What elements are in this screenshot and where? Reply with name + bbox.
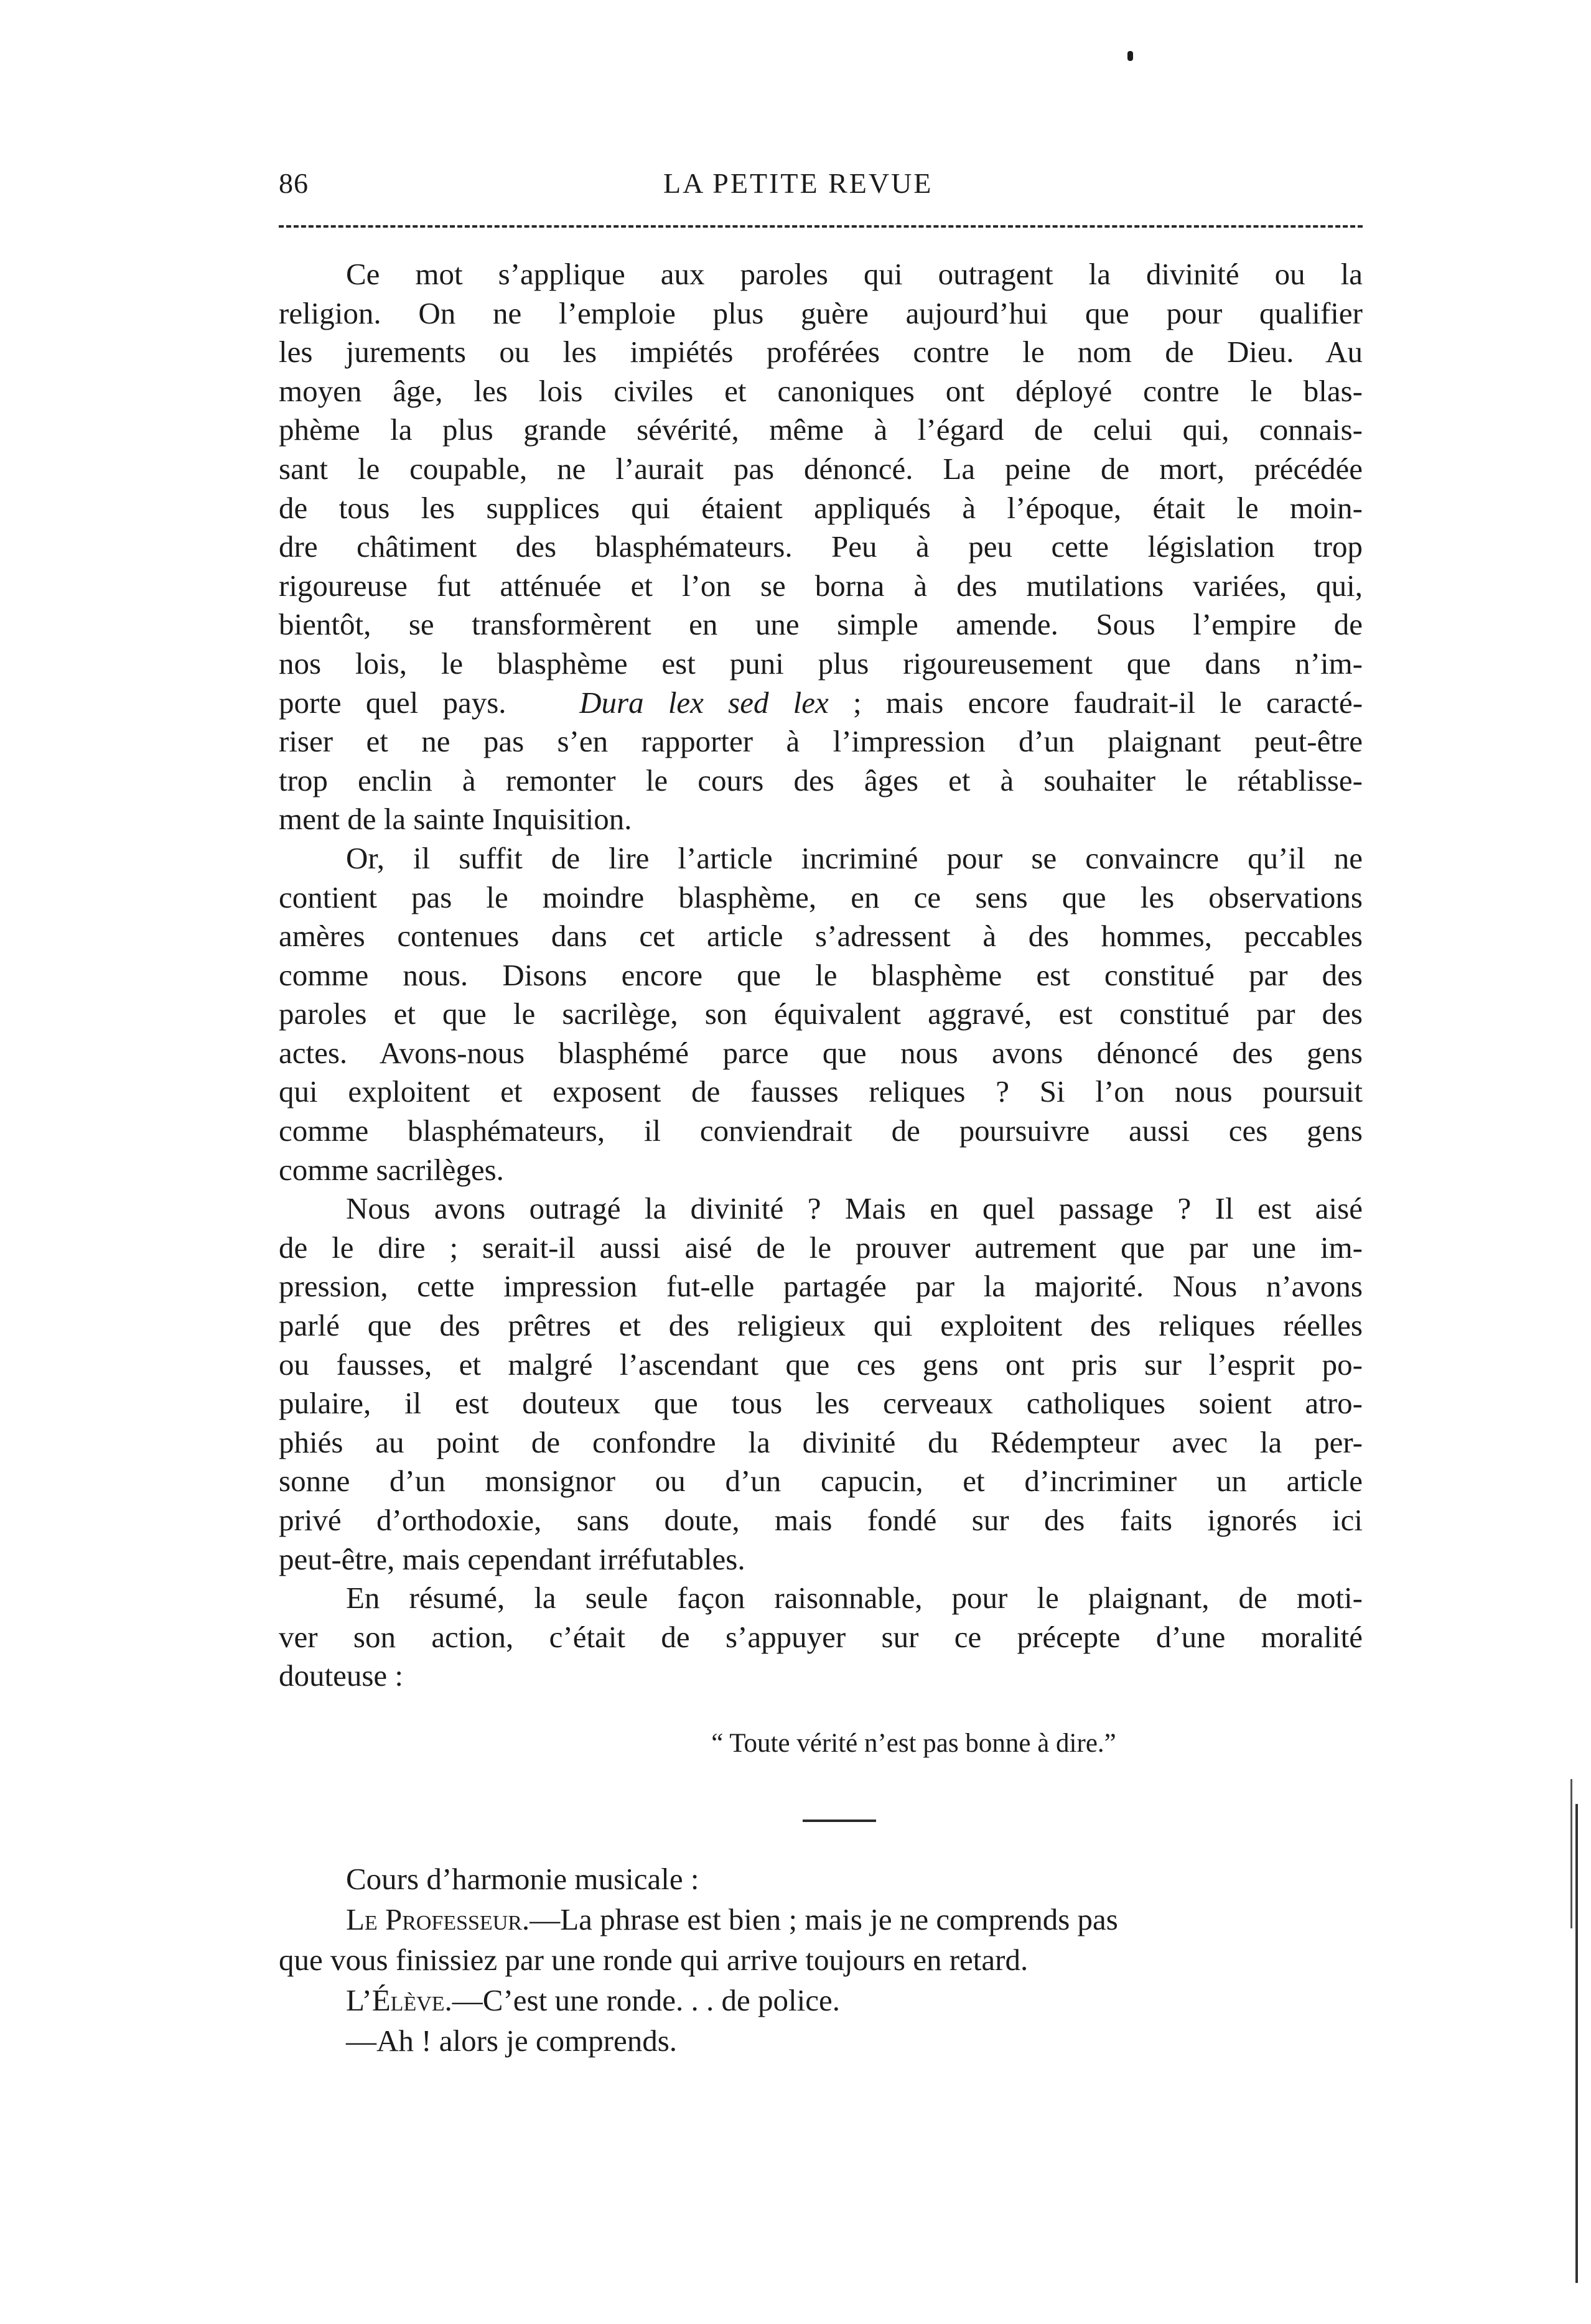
latin-phrase: Dura lex sed lex <box>579 685 829 720</box>
speaker-label: L’Élève. <box>346 1983 452 2017</box>
dialogue-reply: —Ah ! alors je comprends. <box>346 2024 678 2058</box>
text-line: riser et ne pas s’en rapporter à l’impression d’un plaignant peut-être <box>279 724 1363 759</box>
dialogue-text: —C’est une ronde. . . de police. <box>452 1983 841 2017</box>
closing-quote: “ Toute vérité n’est pas bonne à dire.” <box>711 1729 1116 1758</box>
anecdote-section <box>279 1859 1363 2061</box>
section-separator <box>803 1820 876 1822</box>
text-line: actes. Avons-nous blasphémé parce que nous avons dénoncé des gens <box>279 1035 1363 1070</box>
text-line: ver son action, c’était de s’appuyer sur ce précepte d’une moralité <box>279 1619 1363 1654</box>
text-line: religion. On ne l’emploie plus guère aujourd’hui que pour qualifier <box>279 295 1363 330</box>
text-line: les jurements ou les impiétés proférées contre le nom de Dieu. Au <box>279 335 1363 370</box>
text-line: pulaire, il est douteux que tous les cerveaux catholiques soient atro- <box>279 1386 1363 1421</box>
text-line: pression, cette impression fut-elle partagée par la majorité. Nous n’avons <box>279 1269 1363 1304</box>
text-line: qui exploitent et exposent de fausses reliques ? Si l’on nous poursuit <box>279 1074 1363 1109</box>
text-line: douteuse : <box>279 1658 404 1693</box>
ink-mark <box>1127 51 1133 61</box>
text-line: phème la plus grande sévérité, même à l’égard de celui qui, connais- <box>279 412 1363 447</box>
text-segment: porte quel pays. <box>279 685 506 720</box>
text-line: rigoureuse fut atténuée et l’on se borna à des mutilations variées, qui, <box>279 568 1363 603</box>
text-line: comme sacrilèges. <box>279 1152 504 1187</box>
dialogue-eleve <box>279 1980 1363 2020</box>
text-line: phiés au point de confondre la divinité du Rédempteur avec la per- <box>279 1425 1363 1459</box>
text-line: contient pas le moindre blasphème, en ce sens que les observations <box>279 880 1363 914</box>
text-line: sonne d’un monsignor ou d’un capucin, et d’incriminer un article <box>279 1464 1363 1499</box>
text-line: moyen âge, les lois civiles et canoniques ont déployé contre le blas- <box>279 373 1363 408</box>
text-line: comme blasphémateurs, il conviendrait de poursuivre aussi ces gens <box>279 1113 1363 1148</box>
page-edge-mark <box>1575 1804 1578 2283</box>
text-line: comme nous. Disons encore que le blasphème est constitué par des <box>279 957 1363 992</box>
text-line: de le dire ; serait-il aussi aisé de le prouver autrement que par une im- <box>279 1230 1363 1265</box>
page-edge-mark <box>1570 1779 1572 1928</box>
text-line: privé d’orthodoxie, sans doute, mais fondé sur des faits ignorés ici <box>279 1503 1363 1537</box>
text-line: bientôt, se transformèrent en une simple amende. Sous l’empire de <box>279 607 1363 642</box>
text-line: Or, il suffit de lire l’article incriminé pour se convaincre qu’il ne <box>346 840 1363 875</box>
main-text <box>279 255 1363 1696</box>
text-segment: ; mais encore faudrait-il le caracté- <box>828 685 1363 720</box>
text-line: dre châtiment des blasphémateurs. Peu à peu cette législation trop <box>279 529 1363 564</box>
header-rule <box>279 225 1363 228</box>
text-line-latin <box>279 684 1363 723</box>
text-line: ou fausses, et malgré l’ascendant que ces gens ont pris sur l’esprit po- <box>279 1347 1363 1382</box>
text-line: trop enclin à remonter le cours des âges et à souhaiter le rétablisse- <box>279 763 1363 797</box>
anecdote-intro: Cours d’harmonie musicale : <box>346 1862 699 1896</box>
text-line: nos lois, le blasphème est puni plus rigoureusement que dans n’im- <box>279 646 1363 681</box>
text-line: ment de la sainte Inquisition. <box>279 802 632 837</box>
speaker-label: Le Professeur. <box>346 1902 530 1936</box>
text-line: En résumé, la seule façon raisonnable, pour le plaignant, de moti- <box>346 1581 1363 1615</box>
page-number: 86 <box>279 167 309 199</box>
dialogue-professeur <box>279 1899 1363 1940</box>
text-line: peut-être, mais cependant irréfutables. <box>279 1541 745 1576</box>
text-line: de tous les supplices qui étaient appliqués à l’époque, était le moin- <box>279 490 1363 525</box>
text-line: sant le coupable, ne l’aurait pas dénoncé. La peine de mort, précédée <box>279 451 1363 486</box>
text-line: paroles et que le sacrilège, son équivalent aggravé, est constitué par des <box>279 997 1363 1031</box>
text-line: amères contenues dans cet article s’adressent à des hommes, peccables <box>279 919 1363 954</box>
text-line: Nous avons outragé la divinité ? Mais en quel passage ? Il est aisé <box>346 1191 1363 1226</box>
text-line: Ce mot s’applique aux paroles qui outragent la divinité ou la <box>346 257 1363 291</box>
text-line: parlé que des prêtres et des religieux qui exploitent des reliques réelles <box>279 1308 1363 1343</box>
dialogue-continuation: que vous finissiez par une ronde qui arrive toujours en retard. <box>279 1943 1029 1977</box>
running-head: LA PETITE REVUE <box>663 167 933 199</box>
dialogue-text: —La phrase est bien ; mais je ne comprends pas <box>530 1902 1118 1936</box>
